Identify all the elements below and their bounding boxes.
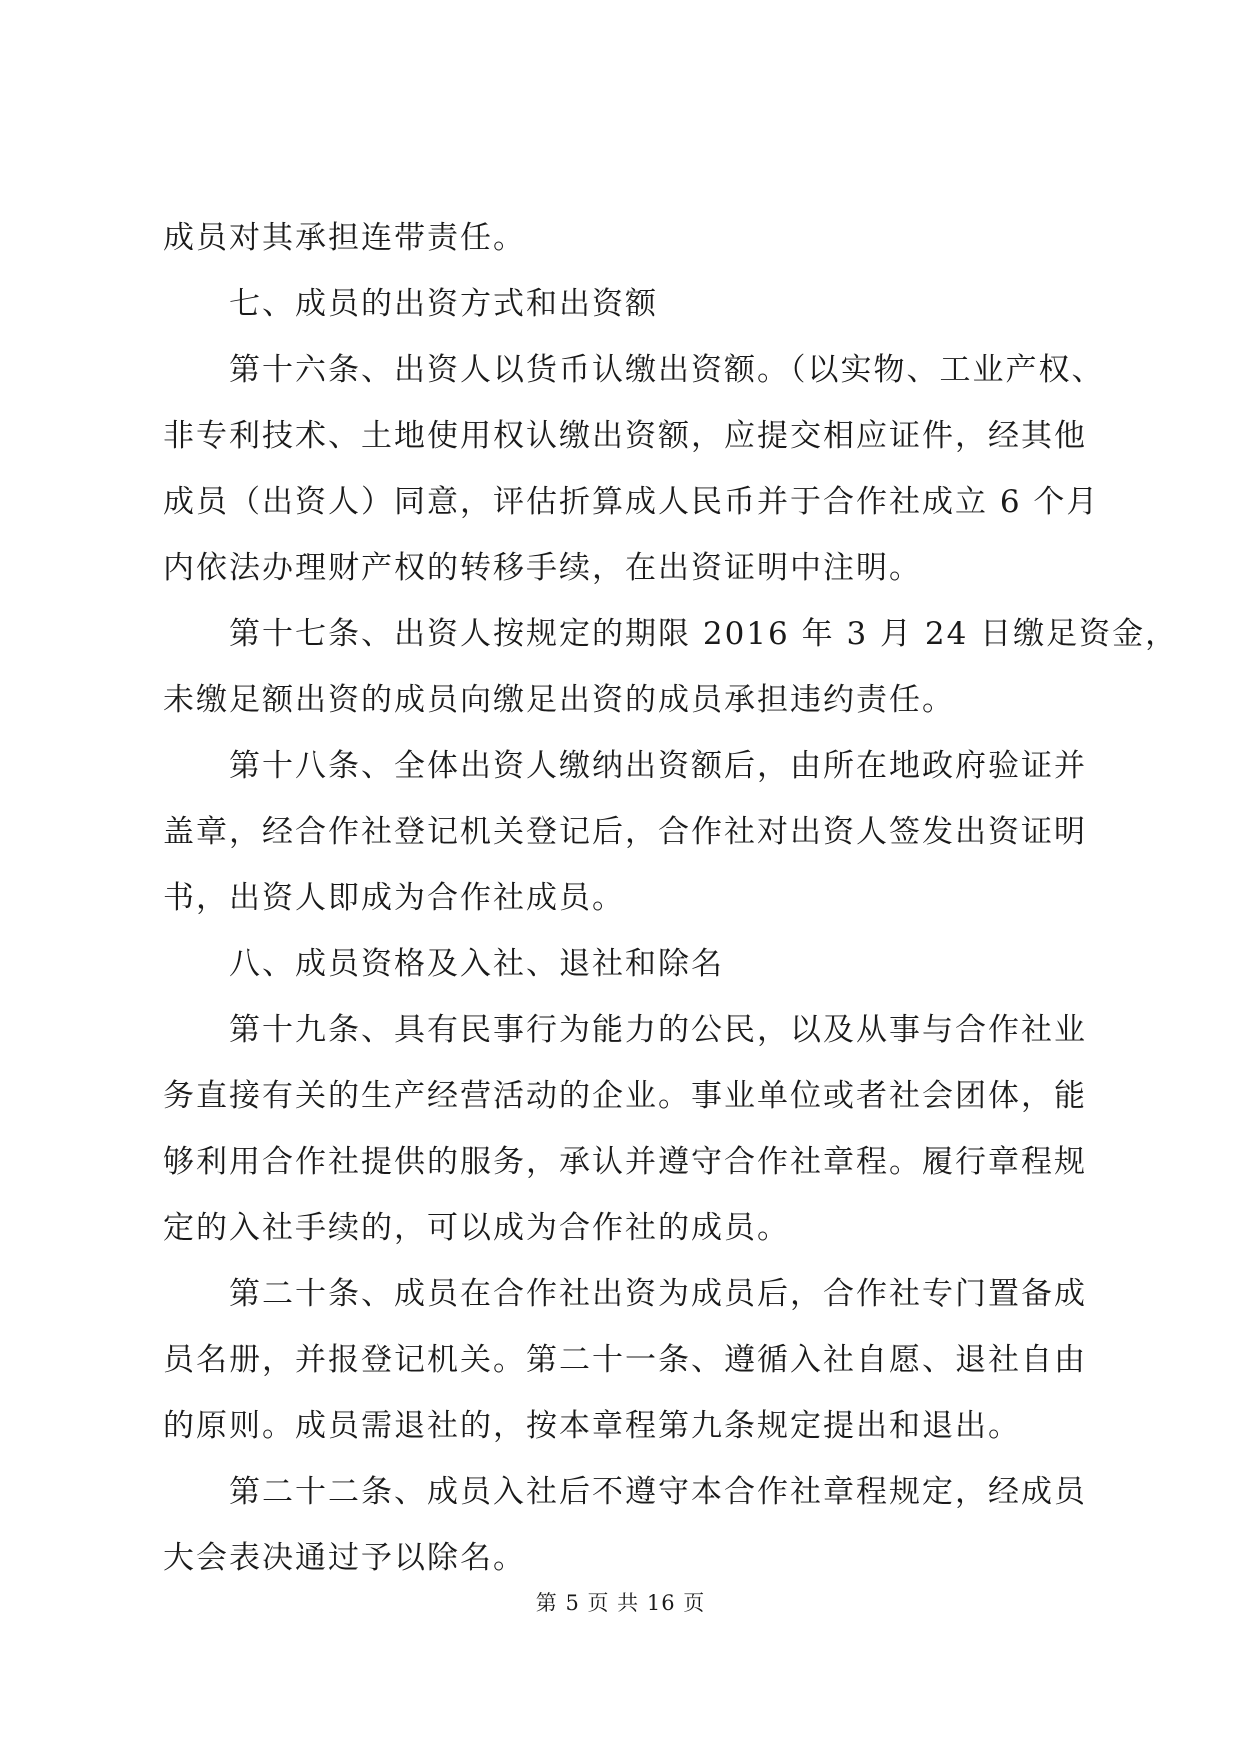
text-line: 盖章，经合作社登记机关登记后，合作社对出资人签发出资证明 <box>163 814 1087 850</box>
text-line: 第二十条、成员在合作社出资为成员后，合作社专门置备成 <box>229 1276 1087 1312</box>
document-body <box>163 205 1179 1591</box>
text-line: 的原则。成员需退社的，按本章程第九条规定提出和退出。 <box>163 1408 1021 1444</box>
section-heading: 八、成员资格及入社、退社和除名 <box>229 946 724 982</box>
text-line: 内依法办理财产权的转移手续，在出资证明中注明。 <box>163 550 922 586</box>
text-line: 书，出资人即成为合作社成员。 <box>163 880 625 916</box>
text-line: 第十六条、出资人以货币认缴出资额。（以实物、工业产权、 <box>229 352 1105 388</box>
text-line: 未缴足额出资的成员向缴足出资的成员承担违约责任。 <box>163 682 955 718</box>
text-line: 员名册，并报登记机关。第二十一条、遵循入社自愿、退社自由 <box>163 1342 1087 1378</box>
text-line: 成员对其承担连带责任。 <box>163 220 526 256</box>
section-heading: 七、成员的出资方式和出资额 <box>229 286 658 322</box>
text-line: 大会表决通过予以除名。 <box>163 1540 526 1576</box>
text-line: 第十七条、出资人按规定的期限 2016 年 3 月 24 日缴足资金， <box>229 616 1179 652</box>
text-line: 第二十二条、成员入社后不遵守本合作社章程规定，经成员 <box>229 1474 1087 1510</box>
text-line: 第十九条、具有民事行为能力的公民，以及从事与合作社业 <box>229 1012 1087 1048</box>
text-line: 成员（出资人）同意，评估折算成人民币并于合作社成立 6 个月 <box>163 484 1100 520</box>
text-line: 非专利技术、土地使用权认缴出资额，应提交相应证件，经其他 <box>163 418 1087 454</box>
text-line: 第十八条、全体出资人缴纳出资额后，由所在地政府验证并 <box>229 748 1087 784</box>
text-line: 够利用合作社提供的服务，承认并遵守合作社章程。履行章程规 <box>163 1144 1087 1180</box>
page-number: 第 5 页 共 16 页 <box>535 1591 706 1615</box>
text-line: 务直接有关的生产经营活动的企业。事业单位或者社会团体，能 <box>163 1078 1087 1114</box>
text-line: 定的入社手续的，可以成为合作社的成员。 <box>163 1210 790 1246</box>
